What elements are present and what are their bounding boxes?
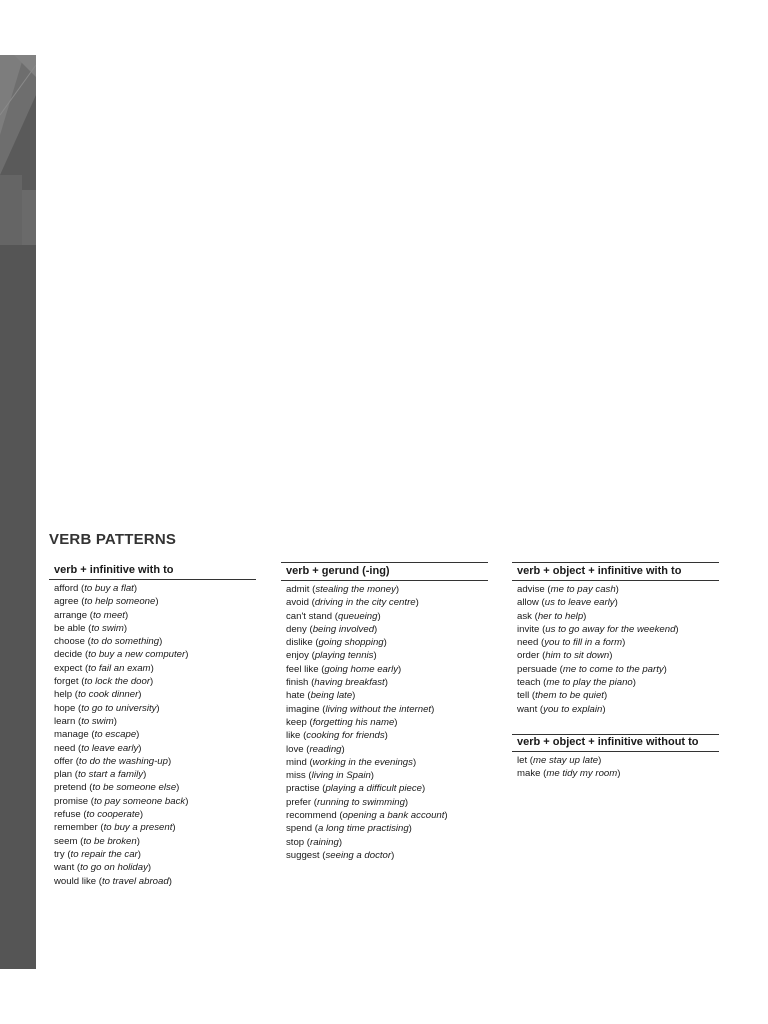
verb: would like [54, 875, 97, 887]
verb: prefer [286, 796, 312, 808]
verb: expect [54, 662, 83, 674]
column-heading: verb + infinitive with to [49, 562, 256, 580]
verb: feel like [286, 663, 319, 675]
verb-item: promise (to pay someone back) [54, 795, 189, 807]
verb-list [49, 580, 256, 888]
column-heading: verb + object + infinitive without to [512, 734, 719, 752]
verb: invite [517, 623, 540, 635]
verb: mind [286, 756, 307, 768]
verb: persuade [517, 663, 558, 675]
example: cooking for friends [306, 730, 385, 742]
example: you to fill in a form [544, 637, 623, 649]
example: raining [310, 836, 339, 848]
example: to be someone else [92, 782, 177, 794]
verb-item: hate (being late) [286, 690, 356, 702]
verb: imagine [286, 703, 320, 715]
example: to buy a flat [84, 583, 134, 594]
verb: seem [54, 835, 78, 847]
verb-item: recommend (opening a bank account) [286, 810, 448, 822]
example: seeing a doctor [325, 849, 392, 861]
verb: recommend [286, 810, 337, 822]
example: to cook dinner [78, 689, 139, 701]
example: to lock the door [84, 676, 151, 688]
verb: stop [286, 836, 305, 848]
verb: need [517, 637, 539, 649]
verb: miss [286, 770, 306, 782]
verb-item: be able (to swim) [54, 622, 128, 634]
example: opening a bank account [342, 810, 445, 822]
verb: hope [54, 702, 76, 714]
verb: suggest [286, 849, 320, 861]
verb-item: learn (to swim) [54, 715, 117, 727]
verb: love [286, 743, 304, 755]
verb-item: hope (to go to university) [54, 702, 160, 714]
verb-item: want (you to explain) [517, 703, 606, 715]
verb-item: allow (us to leave early) [517, 597, 618, 609]
example: them to be quiet [535, 690, 604, 702]
verb: finish [286, 677, 309, 689]
verb-item: can't stand (queueing) [286, 610, 381, 622]
verb: pretend [54, 782, 87, 794]
example: going home early [324, 663, 399, 675]
verb: decide [54, 649, 83, 661]
example: me to play the piano [546, 677, 633, 689]
side-decoration [0, 55, 36, 245]
verb-item: like (cooking for friends) [286, 730, 388, 742]
example: to start a family [78, 769, 144, 781]
verb-item: forget (to lock the door) [54, 676, 154, 688]
example: to pay someone back [94, 795, 186, 807]
verb-item: need (to leave early) [54, 742, 142, 754]
verb: want [517, 703, 538, 715]
verb: plan [54, 769, 73, 781]
subsection-without-to [512, 734, 719, 781]
section-title: VERB PATTERNS [49, 531, 177, 548]
verb: try [54, 848, 65, 860]
verb-item: avoid (driving in the city centre) [286, 597, 419, 609]
verb-item: mind (working in the evenings) [286, 756, 417, 768]
verb: remember [54, 822, 98, 834]
column-verb-object [512, 562, 719, 781]
verb: order [517, 650, 540, 662]
verb: advise [517, 584, 545, 595]
verb-item: stop (raining) [286, 836, 343, 848]
verb-item: would like (to travel abroad) [54, 875, 172, 887]
verb-item: pretend (to be someone else) [54, 782, 180, 794]
example: queueing [337, 610, 378, 622]
example: playing tennis [314, 650, 374, 662]
example: to travel abroad [102, 875, 169, 887]
example: us to go away for the weekend [545, 623, 676, 635]
verb-item: enjoy (playing tennis) [286, 650, 377, 662]
example: to buy a new computer [88, 649, 186, 661]
verb-item: refuse (to cooperate) [54, 809, 144, 821]
example: reading [309, 743, 342, 755]
verb-item: afford (to buy a flat) [54, 583, 138, 594]
verb-item: want (to go on holiday) [54, 862, 152, 874]
verb-item: advise (me to pay cash) [517, 584, 619, 595]
example: to repair the car [70, 848, 138, 860]
example: him to sit down [545, 650, 610, 662]
verb: deny [286, 623, 307, 635]
verb-item: need (you to fill in a form) [517, 637, 626, 649]
example: living in Spain [311, 770, 371, 782]
example: you to explain [543, 703, 603, 715]
verb: tell [517, 690, 530, 702]
example: me to come to the party [562, 663, 664, 675]
example: me tidy my room [546, 768, 618, 780]
verb: be able [54, 622, 86, 634]
verb-item: prefer (running to swimming) [286, 796, 409, 808]
verb: want [54, 862, 75, 874]
side-bar [0, 55, 36, 1005]
verb: can't stand [286, 610, 333, 622]
verb-item: invite (us to go away for the weekend) [517, 623, 679, 635]
example: to do something [90, 636, 160, 648]
verb: let [517, 754, 528, 766]
verb-item: arrange (to meet) [54, 609, 129, 621]
verb: practise [286, 783, 320, 795]
verb-item: seem (to be broken) [54, 835, 140, 847]
verb-item: try (to repair the car) [54, 848, 141, 860]
verb-item: finish (having breakfast) [286, 677, 388, 689]
column-verb-infinitive-with-to [49, 562, 256, 888]
column-heading: verb + gerund (-ing) [281, 562, 488, 581]
verb: ask [517, 610, 532, 622]
verb: enjoy [286, 650, 309, 662]
verb-item: offer (to do the washing-up) [54, 755, 172, 767]
verb-item: persuade (me to come to the party) [517, 663, 667, 675]
verb-item: let (me stay up late) [517, 754, 602, 766]
example: to swim [81, 715, 114, 727]
verb: spend [286, 823, 313, 835]
example: being involved [312, 623, 375, 635]
verb: teach [517, 677, 541, 689]
example: to do the washing-up [78, 755, 168, 767]
example: to buy a present [103, 822, 173, 834]
verb-item: manage (to escape) [54, 729, 140, 741]
verb-item: feel like (going home early) [286, 663, 402, 675]
verb-list [281, 581, 488, 862]
verb-item: keep (forgetting his name) [286, 716, 398, 728]
example: me stay up late [533, 754, 599, 766]
verb-list [512, 752, 719, 781]
example: driving in the city centre [314, 597, 416, 609]
verb: refuse [54, 809, 81, 821]
verb-item: tell (them to be quiet) [517, 690, 608, 702]
example: playing a difficult piece [325, 783, 422, 795]
verb-item: imagine (living without the internet) [286, 703, 435, 715]
verb-item: spend (a long time practising) [286, 823, 412, 835]
verb-item: dislike (going shopping) [286, 637, 387, 649]
verb: manage [54, 729, 89, 741]
example: forgetting his name [312, 716, 395, 728]
example: being late [310, 690, 353, 702]
example: running to swimming [316, 796, 405, 808]
verb-item: ask (her to help) [517, 610, 587, 622]
verb-item: plan (to start a family) [54, 769, 147, 781]
verb: help [54, 689, 73, 701]
verb: avoid [286, 597, 309, 609]
example: having breakfast [314, 677, 385, 689]
column-heading: verb + object + infinitive with to [512, 562, 719, 581]
verb: make [517, 768, 541, 780]
example: to escape [94, 729, 137, 741]
verb-item: teach (me to play the piano) [517, 677, 636, 689]
example: living without the internet [325, 703, 432, 715]
verb-item: love (reading) [286, 743, 345, 755]
example: to fail an exam [88, 662, 151, 674]
verb: offer [54, 755, 74, 767]
verb-item: remember (to buy a present) [54, 822, 176, 834]
verb: choose [54, 636, 85, 648]
verb-item: decide (to buy a new computer) [54, 649, 189, 661]
example: to help someone [84, 596, 156, 608]
example: to be broken [83, 835, 137, 847]
verb: keep [286, 716, 307, 728]
example: stealing the money [315, 584, 396, 595]
column-verb-gerund [281, 562, 488, 862]
verb: agree [54, 596, 79, 608]
verb: afford [54, 583, 79, 594]
verb-item: suggest (seeing a doctor) [286, 849, 395, 861]
verb-item: deny (being involved) [286, 623, 378, 635]
verb-item: choose (to do something) [54, 636, 163, 648]
example: to meet [92, 609, 125, 621]
example: a long time practising [318, 823, 409, 835]
verb: admit [286, 584, 310, 595]
verb: promise [54, 795, 89, 807]
example: to go to university [81, 702, 157, 714]
verb-item: make (me tidy my room) [517, 768, 621, 780]
verb: dislike [286, 637, 313, 649]
verb-list [512, 581, 719, 716]
example: going shopping [318, 637, 384, 649]
verb: need [54, 742, 76, 754]
verb-item: practise (playing a difficult piece) [286, 783, 426, 795]
verb-item: miss (living in Spain) [286, 770, 374, 782]
verb-item: expect (to fail an exam) [54, 662, 154, 674]
verb: like [286, 730, 301, 742]
verb-item: order (him to sit down) [517, 650, 613, 662]
verb-item: agree (to help someone) [54, 596, 159, 608]
verb-item: admit (stealing the money) [286, 584, 400, 595]
example: to go on holiday [80, 862, 148, 874]
verb-item: help (to cook dinner) [54, 689, 142, 701]
example: to swim [91, 622, 124, 634]
example: her to help [537, 610, 584, 622]
verb: arrange [54, 609, 88, 621]
example: to cooperate [86, 809, 140, 821]
verb: learn [54, 715, 76, 727]
verb: forget [54, 676, 79, 688]
example: us to leave early [544, 597, 615, 609]
example: me to pay cash [550, 584, 616, 595]
verb: hate [286, 690, 305, 702]
verb: allow [517, 597, 539, 609]
example: working in the evenings [312, 756, 413, 768]
example: to leave early [81, 742, 139, 754]
page-number: 164 [8, 993, 28, 1005]
